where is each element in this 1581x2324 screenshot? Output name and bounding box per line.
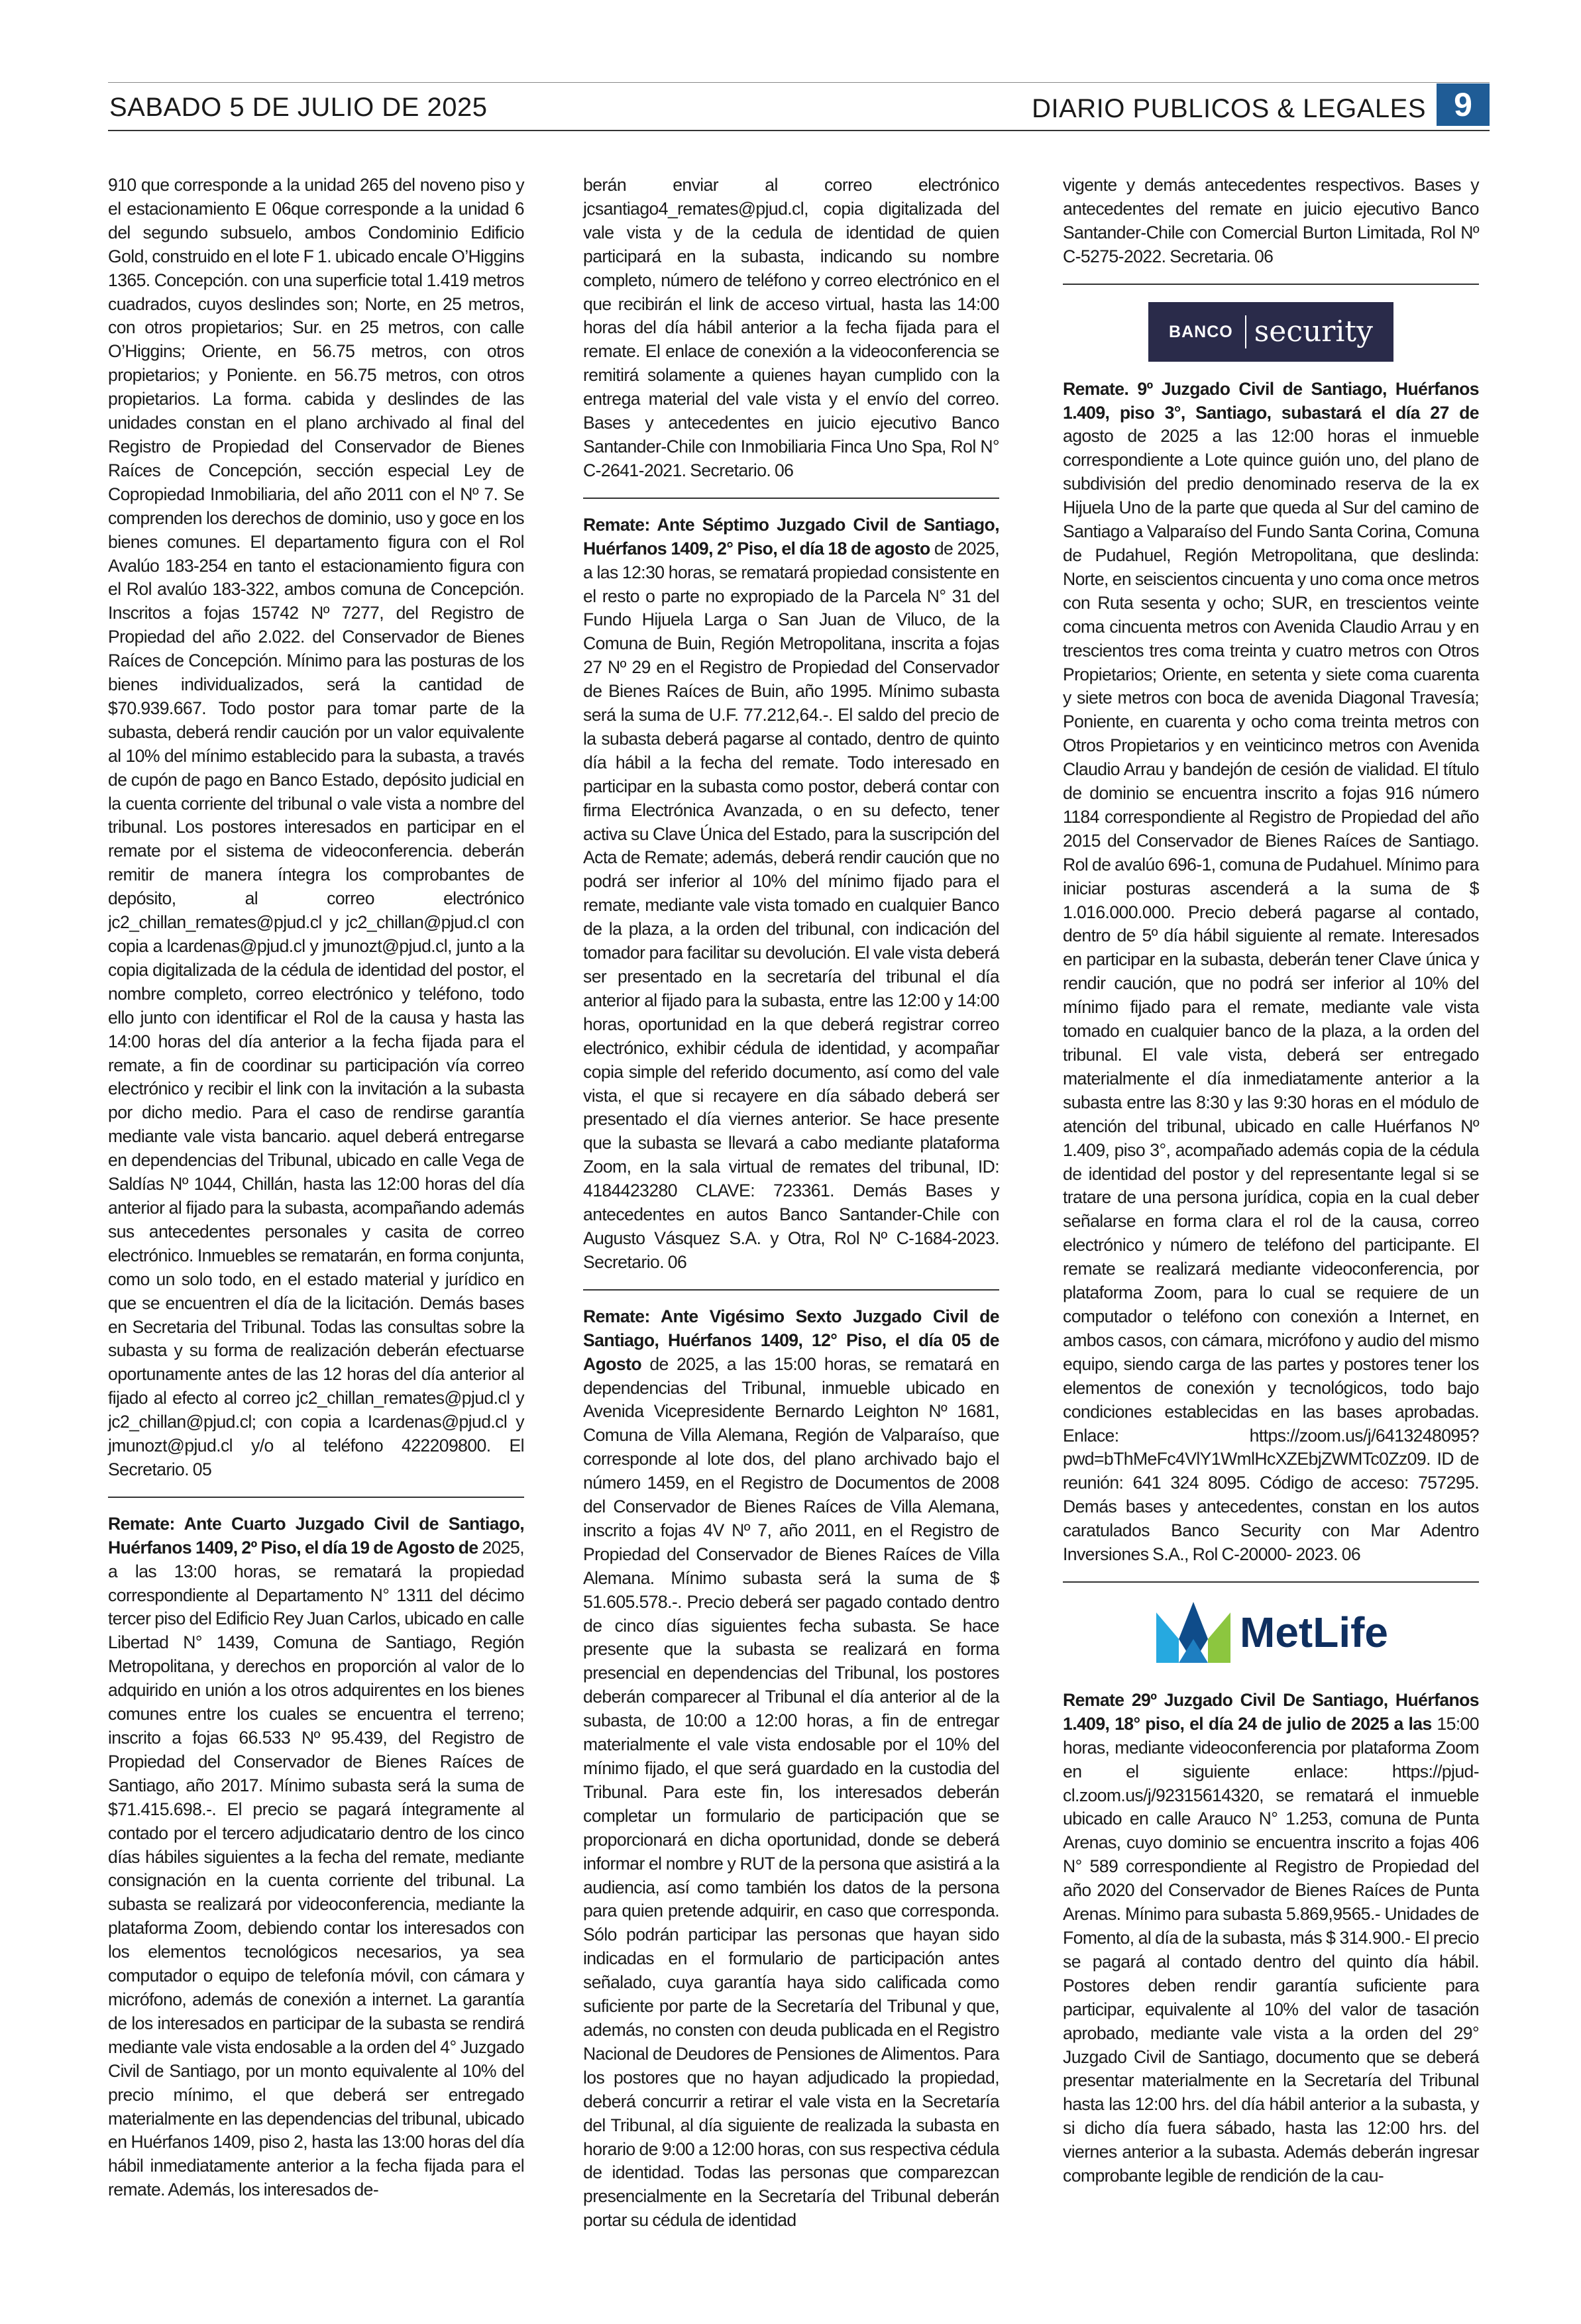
notice-cuarto-juzgado <box>108 1512 524 2202</box>
notice-separator <box>108 1497 524 1498</box>
notice-continuation-concepcion <box>108 174 524 1482</box>
notice-heading: Remate 29º Juzgado Civil De Santiago, Huérfanos 1.409, 18° piso, el día 24 de julio de 2025 a las <box>1063 1689 1479 1734</box>
notice-separator <box>1063 284 1479 285</box>
header-rule <box>108 130 1490 131</box>
page-header <box>108 83 1490 130</box>
notice-text: berán enviar al correo electrónico jcsantiago4_remates@pjud.cl, copia digitalizada del vale vista y de la cedula de identidad de quien participará en la subasta, indicando su nombre completo, número de teléfono y correo electrónico en el que recibirán el link de acceso virtual, hasta las 14:00 horas del día hábil anterior a la fecha fijada para el remate. El enlace de conexión a la videoconferencia se remitirá solamente a quienes hayan cumplido con la entrega material del vale vista y el envío del correo. Bases y antecedentes en juicio ejecutivo Banco Santander-Chile con Inmobiliaria Finca Uno Spa, Rol N° C-2641-2021. Secretario. 06 <box>583 175 999 480</box>
notice-vigesimo-sexto-juzgado <box>583 1305 999 2233</box>
metlife-m-icon <box>1154 1599 1233 1665</box>
notice-heading: Remate: Ante Vigésimo Sexto Juzgado Civil de Santiago, Huérfanos 1409, 12° Piso, el día 05 de Agosto <box>583 1306 999 1374</box>
header-publication: DIARIO PUBLICOS & LEGALES <box>1032 94 1426 123</box>
notice-text: 2025, a las 13:00 horas, se rematará la propiedad correspondiente al Departamento N° 1311 del décimo tercer piso del Edificio Rey Juan Carlos, ubicado en calle Libertad N° 1439, Comuna de Santiago, Región Metropolitana, y derechos en proporción al valor de lo adquirido en unión a los otros adquirentes en los bienes comunes entre los cuales se encuentra el terreno; inscrito a fojas 66.533 Nº 95.439, del Registro de Propiedad del Conservador de Bienes Raíces de Santiago, año 2017. Mínimo subasta será la suma de $71.415.698.-. El precio se pagará íntegramente al contado por el tercero adjudicatario dentro de los cinco días hábiles siguientes a la fecha del remate, mediante consignación en la cuenta corriente del tribunal. La subasta se realizará por videoconferencia, mediante la plataforma Zoom, debiendo contar los interesados con los elementos tecnológicos necesarios, ya sea computador o equipo de telefonía móvil, con cámara y micrófono, además de conexión a internet. La garantía de los interesados en participar de la subasta se rendirá mediante vale vista endosable a la orden del 4° Juzgado Civil de Santiago, por un monto equivalente al 10% del precio mínimo, el que deberá ser entregado materialmente en las dependencias del tribunal, ubicado en Huérfanos 1409, piso 2, hasta las 13:00 horas del día hábil inmediatamente anterior a la fecha fijada para el remate. Además, los interesados de- <box>108 1537 525 2200</box>
notice-text: 910 que corresponde a la unidad 265 del noveno piso y el estacionamiento E 06que corresponde a la unidad 6 del segundo subsuelo, ambos Condominio Edificio Gold, construido en el lote F 1. ubicado encale O’Higgins 1365. Concepción. con una superficie total 1.419 metros cuadrados, cuyos deslindes son; Norte, en 25 metros, con otros propietarios; Sur. en 25 metros, con calle O’Higgins; Oriente, en 56.75 metros, con otros propietarios; y Poniente. en 56.75 metros, con otros propietarios. La forma. cabida y deslindes de las unidades constan en el plano archivado al final del Registro de Propiedad del Conservador de Bienes Raíces de Concepción, sección especial Ley de Copropiedad Inmobiliaria, del año 2011 con el Nº 7. Se comprenden los derechos de dominio, uso y goce en los bienes comunes. El departamento figura con el Rol Avalúo 183-254 en tanto el estacionamiento figura con el Rol avalúo 183-322, ambos comuna de Concepción. Inscritos a fojas 15742 Nº 7277, del Registro de Propiedad del año 2.022. del Conservador de Bienes Raíces de Concepción. Mínimo para las posturas de los bienes individualizados, será la cantidad de $70.939.667. Todo postor para tomar parte de la subasta, deberá rendir caución por un valor equivalente al 10% del mínimo establecido para la subasta, a través de cupón de pago en Banco Estado, depósito judicial en la cuenta corriente del tribunal o vale vista a nombre del tribunal. Los postores interesados en participar en el remate por el sistema de videoconferencia. deberán remitir de manera íntegra los comprobantes de depósito, al correo electrónico jc2_chillan_remates@pjud.cl y jc2_chillan@pjud.cl con copia a lcardenas@pjud.cl y jmunozt@pjud.cl, junto a la copia digitalizada de la cédula de identidad del postor, el nombre completo, correo electrónico y teléfono, todo ello junto con identificar el Rol de la causa y hasta las 14:00 horas del día anterior a la fecha fijada para el remate, a fin de coordinar su participación vía correo electrónico y recibir el link con la invitación a la subasta por dicho medio. Para el caso de rendirse garantía mediante vale vista bancario. aquel deberá entregarse en dependencias del Tribunal, ubicado en calle Vega de Saldías Nº 1044, Chillán, hasta las 12:00 horas del día anterior al fijado para la subasta, acompañando además sus antecedentes personales y casita de correo electrónico. Inmuebles se rematarán, en forma conjunta, como un solo todo, en el estado material y jurídico en que se encuentren el día de la licitación. Demás bases en Secretaria del Tribunal. Todas las consultas sobre la subasta y su forma de realización deberán efectuarse oportunamente antes de las 12 horas del día anterior al fijado al efecto al correo jc2_chillan_remates@pjud.cl y jc2_chillan@pjud.cl; con copia a Icardenas@pjud.cl y jmunozt@pjud.cl y/o al teléfono 422209800. El Secretario. 05 <box>108 175 524 1479</box>
notice-continuation-cuarto <box>583 174 999 483</box>
notice-heading: Remate: Ante Cuarto Juzgado Civil de Santiago, Huérfanos 1409, 2º Piso, el día 19 de Agosto de <box>108 1513 524 1558</box>
notice-vigesimo-noveno-juzgado <box>1063 1689 1479 2188</box>
column-2 <box>583 174 999 2233</box>
metlife-logo <box>1125 1596 1417 1669</box>
notice-heading: Remate: Ante Séptimo Juzgado Civil de Santiago, Huérfanos 1409, 2° Piso, el día 18 de agosto <box>583 514 999 558</box>
notice-separator <box>583 498 999 499</box>
header-date: SABADO 5 DE JULIO DE 2025 <box>109 93 488 122</box>
notice-continuation-vigesimo <box>1063 174 1479 269</box>
header-top-rule <box>108 82 1490 83</box>
notice-text: 15:00 horas, mediante videoconferencia por plataforma Zoom en el siguiente enlace: https://pjud-cl.zoom.us/j/92315614320, se rematará el inmueble ubicado en calle Arauco N° 1.253, comuna de Punta Arenas, cuyo dominio se encuentra inscrito a fojas 406 N° 589 correspondiente al Registro de Propiedad del año 2020 del Conservador de Bienes Raíces de Punta Arenas. Mínimo para subasta 5.869,9565.- Unidades de Fomento, al día de la subasta, más $ 314.900.- El precio se pagará al contado dentro del quinto día hábil. Postores deben rendir garantía suficiente para participar, equivalente al 10% del valor de tasación aprobado, mediante vale vista a la orden del 29° Juzgado Civil de Santiago, documento que se deberá presentar materialmente en la Secretaría del Tribunal hasta las 12:00 hrs. del día hábil anterior a la subasta, y si dicho día fuera sábado, hasta las 12:00 hrs. del viernes anterior a la subasta. Además deberán ingresar comprobante legible de rendición de la cau- <box>1063 1713 1479 2186</box>
notice-text: de 2025, a las 12:30 horas, se rematará propiedad consistente en el resto o parte no expropiado de la Parcela N° 31 del Fundo Hijuela Larga o San Juan de Viluco, de la Comuna de Buin, Región Metropolitana, inscrita a fojas 27 Nº 29 en el Registro de Propiedad del Conservador de Bienes Raíces de Buin, año 1995. Mínimo subasta será la suma de U.F. 77.212,64.-. El saldo del precio de la subasta deberá pagarse al contado, dentro de quinto día hábil a la fecha del remate. Todo interesado en participar en la subasta como postor, deberá contar con firma Electrónica Avanzada, o en su defecto, tener activa su Clave Única del Estado, para la suscripción del Acta de Remate; además, deberá rendir caución que no podrá ser inferior al 10% del mínimo fijado para el remate, mediante vale vista tomado en cualquier Banco de la plaza, a la orden del tribunal, con indicación del tomador para facilitar su devolución. El vale vista deberá ser presentado en la secretaría del tribunal el día anterior al fijado para la subasta, entre las 12:00 y 14:00 horas, oportunidad en la que deberá registrar correo electrónico, exhibir cédula de identidad, y acompañar copia simple del referido documento, así como del vale vista, el que si recayere en día sábado deberá ser presentado el día viernes anterior. Se hace presente que la subasta se llevará a cabo mediante plataforma Zoom, en la sala virtual de remates del tribunal, ID: 4184423280 CLAVE: 723361. Demás Bases y antecedentes en autos Banco Santander-Chile con Augusto Vásquez S.A. y Otra, Rol Nº C-1684-2023. Secretario. 06 <box>583 538 1000 1272</box>
notice-text: agosto de 2025 a las 12:00 horas el inmueble correspondiente a Lote quince guión uno, del plano de subdivisión del predio denominado reserva de la ex Hijuela Uno de la parte que queda al Sur del camino de Santiago a Valparaíso del Fundo Santa Corina, Comuna de Pudahuel, Región Metropolitana, que deslinda: Norte, en seiscientos cincuenta y uno coma once metros con Ruta sesenta y ocho; SUR, en trescientos veinte coma cincuenta metros con Avenida Claudio Arrau y en trescientos tres coma treinta y cuatro metros con Otros Propietarios; Oriente, en setenta y siete coma cuarenta y siete metros con boca de avenida Diagonal Travesía; Poniente, en cuarenta y ocho coma treinta metros con Otros Propietarios y en veinticinco metros con Avenida Claudio Arrau y bandejón de cesión de vialidad. El título de dominio se encuentra inscrito a fojas 916 número 1184 correspondiente al Registro de Propiedad del año 2015 del Conservador de Bienes Raíces de Santiago. Rol de avalúo 696-1, comuna de Pudahuel. Mínimo para iniciar posturas ascenderá a la suma de $ 1.016.000.000. Precio deberá pagarse al contado, dentro de 5º día hábil siguiente al remate. Interesados en participar en la subasta, deberán tener Clave única y rendir caución, que no podrá ser inferior al 10% del mínimo fijado para el remate, mediante vale vista tomado en cualquier banco de la plaza, a la orden del tribunal. El vale vista, deberá ser entregado materialmente el día inmediatamente anterior a la subasta entre las 8:30 y las 9:30 horas en el módulo de atención del tribunal, ubicado en calle Huérfanos Nº 1.409, piso 3°, acompañado además copia de la cédula de identidad del postor y del representante legal si se tratare de una persona jurídica, copia en la cual deber señalarse en forma clara el rol de la causa, correo electrónico y número de teléfono del participante. El remate se realizará mediante videoconferencia, por plataforma Zoom, para lo cual se requiere de un computador o teléfono con conexión a Internet, en ambos casos, con cámara, micrófono y audio del mismo equipo, siendo carga de las partes y postores tener los elementos de conexión y tecnológicos, todo bajo condiciones establecidas en las bases aprobadas. Enlace: https://zoom.us/j/6413248095?pwd=bThMeFc4VlY1WmlHcXZEbjZWMTc0Zz09. ID de reunión: 641 324 8095. Código de acceso: 757295. Demás bases y antecedentes, constan en los autos caratulados Banco Security con Mar Adentro Inversiones S.A., Rol C-20000- 2023. 06 <box>1063 426 1479 1565</box>
metlife-logo-word: MetLife <box>1240 1608 1388 1656</box>
notice-text: de 2025, a las 15:00 horas, se rematará en dependencias del Tribunal, inmueble ubicado en Avenida Vicepresidente Bernardo Leighton Nº 1681, Comuna de Villa Alemana, Región de Valparaíso, que corresponde al lote dos, del plano archivado bajo el número 1459, en el Registro de Documentos de 2008 del Conservador de Bienes Raíces de Villa Alemana, inscrito a fojas 4V Nº 7, año 2011, en el Registro de Propiedad del Conservador de Bienes Raíces de Villa Alemana. Mínimo subasta será la suma de $ 51.605.578.-. Precio deberá ser pagado contado dentro de cinco días siguientes fecha subasta. Se hace presente que la subasta se realizará en forma presencial en dependencias del Tribunal, los postores deberán comparecer al Tribunal el día anterior al de la subasta, de 10:00 a 12:00 horas, a fin de entregar materialmente el vale vista endosable por el 10% del mínimo fijado, el que será guardado en la custodia del Tribunal. Para este fin, los interesados deberán completar un formulario de participación que se proporcionará en dicha oportunidad, donde se deberá informar el nombre y RUT de la persona que asistirá a la audiencia, así como también los datos de la persona para quien pretende adquirir, en caso que corresponda. Sólo podrán participar las personas que hayan sido indicadas en el formulario de participación antes señalado, cuya garantía haya sido calificada como suficiente por parte de la Secretaría del Tribunal y que, además, no consten con deuda publicada en el Registro Nacional de Deudores de Pensiones de Alimentos. Para los postores que no hayan adjudicado la propiedad, deberá concurrir a retirar el vale vista en la Secretaría del Tribunal, al día siguiente de realizada la subasta en horario de 9:00 a 12:00 horas, con sus respectiva cédula de identidad. Todas las personas que comparezcan presencialmente en la Secretaría del Tribunal deberán portar su cédula de identidad <box>583 1353 999 2231</box>
notice-noveno-juzgado <box>1063 378 1479 1567</box>
page-number-badge: 9 <box>1437 83 1490 126</box>
notice-text: vigente y demás antecedentes respectivos. Bases y antecedentes del remate en juicio ejecutivo Banco Santander-Chile con Comercial Burton Limitada, Rol Nº C-5275-2022. Secretaria. 06 <box>1063 175 1479 266</box>
notice-separator <box>583 1289 999 1291</box>
column-1 <box>108 174 524 2202</box>
banco-logo-word: BANCO <box>1169 315 1246 348</box>
notice-heading: Remate. 9º Juzgado Civil de Santiago, Huérfanos 1.409, piso 3°, Santiago, subastará el día 27 de <box>1063 378 1479 423</box>
notice-separator <box>1063 1581 1479 1583</box>
banco-security-logo <box>1148 302 1393 362</box>
notice-septimo-juzgado <box>583 513 999 1275</box>
security-logo-word: security <box>1254 314 1373 348</box>
column-3 <box>1063 174 1479 2188</box>
